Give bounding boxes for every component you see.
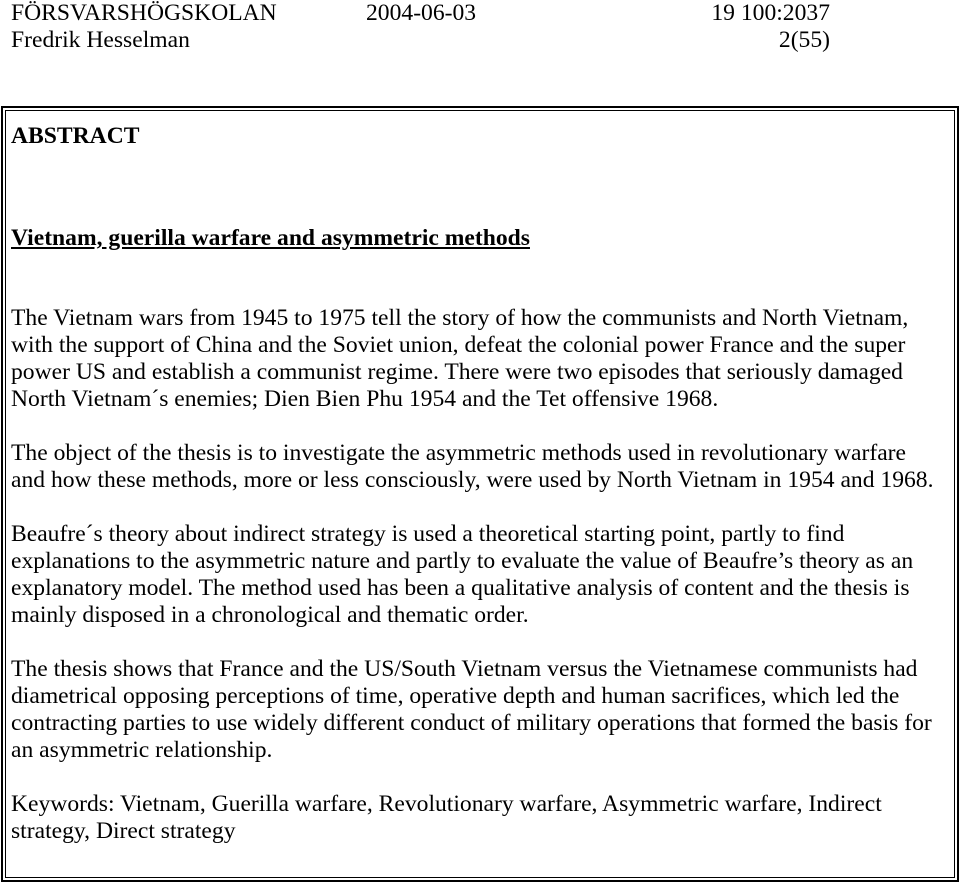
thesis-title: Vietnam, guerilla warfare and asymmetric methods: [11, 225, 530, 251]
page-number: 2(55): [778, 27, 830, 53]
institution-name: FÖRSVARSHÖGSKOLAN: [11, 0, 277, 26]
abstract-box: [1, 106, 959, 882]
text-line: strategy, Direct strategy: [11, 818, 236, 844]
text-line: explanations to the asymmetric nature and partly to evaluate the value of Beaufre’s theory as an: [11, 548, 914, 574]
paragraph-theory-method: [11, 521, 934, 629]
text-line: North Vietnam´s enemies; Dien Bien Phu 1954 and the Tet offensive 1968.: [11, 386, 719, 412]
author-name: Fredrik Hesselman: [11, 27, 190, 53]
paragraph-background: [11, 305, 934, 413]
text-line: The thesis shows that France and the US/South Vietnam versus the Vietnamese communists had: [11, 656, 918, 682]
document-reference: 19 100:2037: [711, 0, 830, 26]
abstract-body: [11, 305, 934, 872]
text-line: diametrical opposing perceptions of time, operative depth and human sacrifices, which led the: [11, 683, 900, 709]
paragraph-findings: [11, 656, 934, 764]
document-date: 2004-06-03: [366, 0, 477, 26]
text-line: power US and establish a communist regime. There were two episodes that seriously damaged: [11, 359, 903, 385]
text-line: Beaufre´s theory about indirect strategy is used a theoretical starting point, partly to find: [11, 521, 845, 547]
text-line: an asymmetric relationship.: [11, 737, 273, 763]
abstract-heading: ABSTRACT: [11, 123, 140, 149]
paragraph-objective: [11, 440, 934, 494]
text-line: with the support of China and the Soviet union, defeat the colonial power France and the super: [11, 332, 906, 358]
keywords-paragraph: [11, 791, 934, 845]
text-line: mainly disposed in a chronological and thematic order.: [11, 602, 529, 628]
text-line: contracting parties to use widely different conduct of military operations that formed the basis for: [11, 710, 932, 736]
text-line: and how these methods, more or less consciously, were used by North Vietnam in 1954 and 1968.: [11, 467, 934, 493]
text-line: The object of the thesis is to investigate the asymmetric methods used in revolutionary warfare: [11, 440, 906, 466]
page-header: [0, 0, 960, 56]
text-line: Keywords: Vietnam, Guerilla warfare, Revolutionary warfare, Asymmetric warfare, Indirect: [11, 791, 882, 817]
text-line: The Vietnam wars from 1945 to 1975 tell the story of how the communists and North Vietnam,: [11, 305, 909, 331]
text-line: explanatory model. The method used has been a qualitative analysis of content and the thesis is: [11, 575, 910, 601]
